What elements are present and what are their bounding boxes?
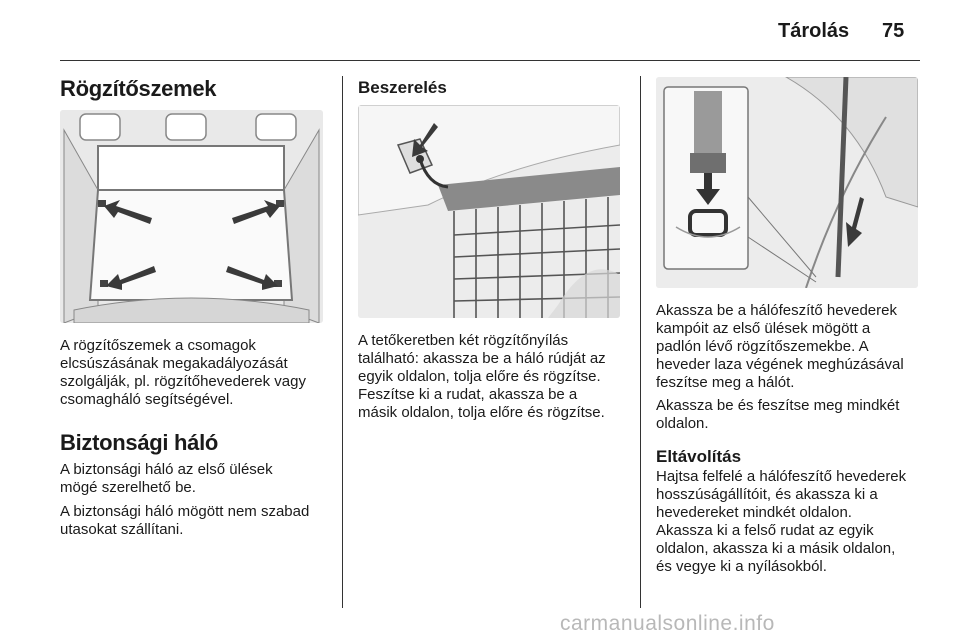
header-rule (60, 60, 920, 61)
paragraph-attach-straps: Akassza be a hálófeszítő hevederek kampóit az első ülések mögött a padlón lévő rögzítőszemekbe. A heveder laza végének meghúzásával feszítse meg a hálót. (656, 302, 904, 391)
strap-hook-illustration (656, 77, 918, 288)
paragraph-safety-net-2: A biztonsági háló mögött nem szabad utasokat szállítani. (60, 503, 310, 538)
heading-anchor-points: Rögzítőszemek (60, 76, 217, 101)
safety-net-icon (358, 105, 620, 318)
paragraph-removal: Hajtsa felfelé a hálófeszítő hevederek hosszúságállítóit, és akassza ki a hevedereket mindkét oldalon. Akassza ki a felső rudat az egyik oldalon, akassza ki a másik oldalon, és vegye ki a nyílásokból. (656, 468, 907, 575)
heading-removal: Eltávolítás (656, 447, 742, 466)
cargo-area-icon (60, 110, 323, 323)
paragraph-installation: A tetőkeretben két rögzítőnyílás található: akassza be a háló rúdját az egyik oldalon, tolja előre és rögzítse. Feszítse ki a rudat, akassza be a másik oldalon, tolja előre és rögzítse. (358, 332, 606, 421)
column-divider-2 (640, 76, 641, 608)
heading-safety-net: Biztonsági háló (60, 430, 219, 455)
paragraph-safety-net-1: A biztonsági háló az első ülések mögé szerelhető be. (60, 461, 273, 496)
paragraph-both-sides: Akassza be és feszítse meg mindkét oldalon. (656, 397, 900, 432)
page-number: 75 (882, 20, 905, 42)
paragraph-anchor-points: A rögzítőszemek a csomagok elcsúszásának megakadályozását szolgálják, pl. rögzítőhevederek vagy csomagháló segítségével. (60, 337, 306, 408)
cargo-area-illustration (60, 110, 323, 323)
section-title: Tárolás (778, 20, 850, 42)
heading-installation: Beszerelés (358, 78, 447, 97)
safety-net-illustration (358, 105, 620, 318)
column-divider-1 (342, 76, 343, 608)
watermark: carmanualsonline.info (560, 612, 775, 635)
strap-hook-icon (656, 77, 918, 288)
